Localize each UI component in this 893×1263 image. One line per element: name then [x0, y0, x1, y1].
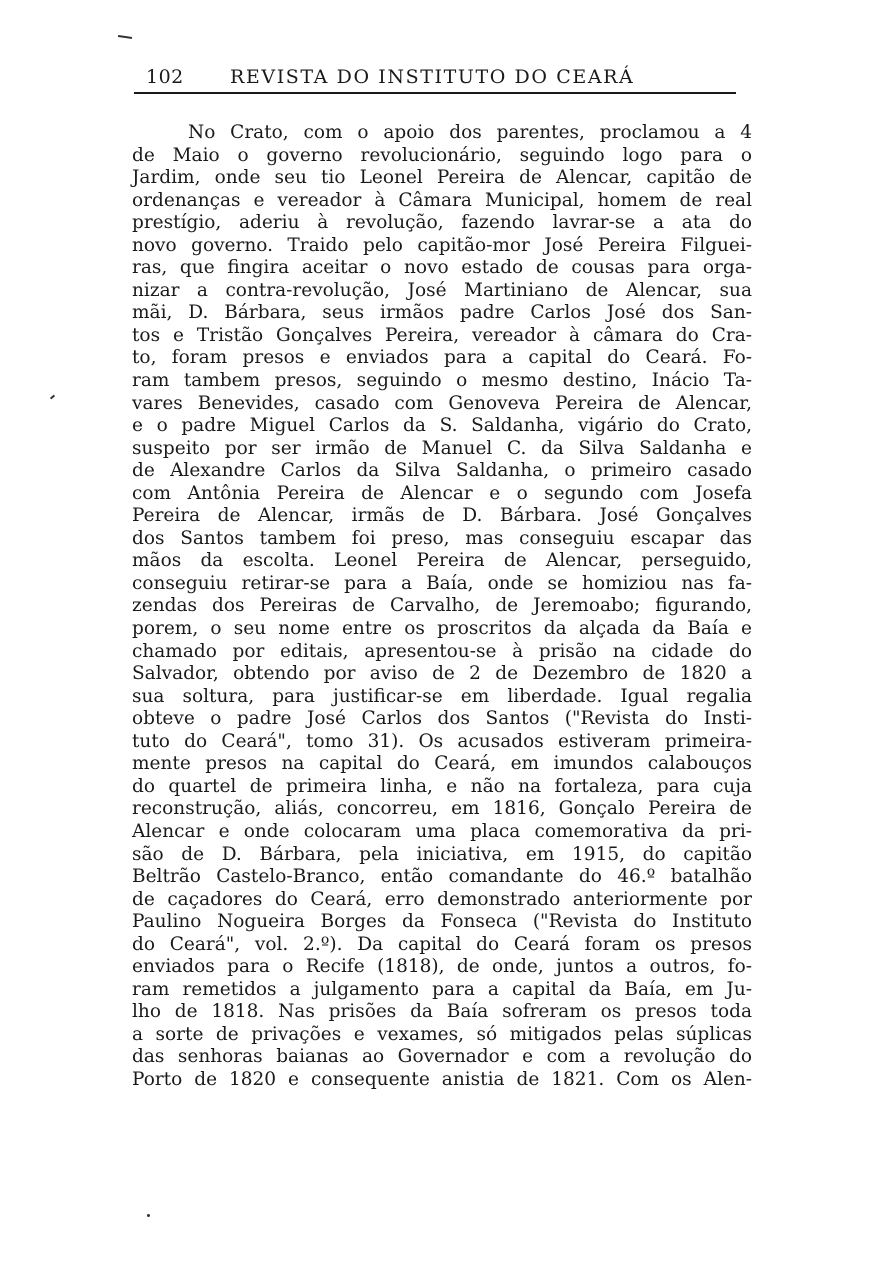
- text-line: ram remetidos a julgamento para a capital da Baía, em Ju-: [132, 978, 752, 1000]
- text-line: Pereira de Alencar, irmãs de D. Bárbara. José Gonçalves: [132, 505, 752, 527]
- text-line: conseguiu retirar-se para a Baía, onde se homiziou nas fa-: [132, 572, 752, 594]
- text-line: No Crato, com o apoio dos parentes, proclamou a 4: [188, 122, 752, 143]
- text-line: porem, o seu nome entre os proscritos da alçada da Baía e: [132, 618, 752, 640]
- text-line: Paulino Nogueira Borges da Fonseca ("Revista do Instituto: [132, 911, 752, 933]
- text-line: reconstrução, aliás, concorreu, em 1816, Gonçalo Pereira de: [132, 798, 752, 820]
- text-line: tuto do Ceará", tomo 31). Os acusados estiveram primeira-: [132, 730, 752, 752]
- text-line: do quartel de primeira linha, e não na fortaleza, para cuja: [132, 775, 752, 797]
- text-line: das senhoras baianas ao Governador e com a revolução do: [132, 1046, 752, 1068]
- text-line: de Alexandre Carlos da Silva Saldanha, o primeiro casado: [132, 460, 752, 482]
- text-line: mãi, D. Bárbara, seus irmãos padre Carlos José dos San-: [132, 302, 752, 324]
- text-line: do Ceará", vol. 2.º). Da capital do Ceará foram os presos: [132, 933, 752, 955]
- text-line: e o padre Miguel Carlos da S. Saldanha, vigário do Crato,: [132, 415, 752, 437]
- running-head: REVISTA DO INSTITUTO DO CEARÁ: [230, 66, 635, 88]
- text-line: obteve o padre José Carlos dos Santos ("Revista do Insti-: [132, 708, 752, 730]
- page-header: [134, 62, 736, 94]
- stray-mark-bottom: [147, 1214, 150, 1217]
- text-line: suspeito por ser irmão de Manuel C. da Silva Saldanha e: [132, 437, 752, 459]
- text-line: zendas dos Pereiras de Carvalho, de Jeremoabo; figurando,: [132, 595, 752, 617]
- text-line: vares Benevides, casado com Genoveva Pereira de Alencar,: [132, 392, 752, 414]
- text-line: mãos da escolta. Leonel Pereira de Alencar, perseguido,: [132, 550, 752, 572]
- text-line: de Maio o governo revolucionário, seguindo logo para o: [132, 144, 752, 166]
- text-line: Alencar e onde colocaram uma placa comemorativa da pri-: [132, 820, 752, 842]
- text-line: to, foram presos e enviados para a capital do Ceará. Fo-: [132, 347, 752, 369]
- text-line: lho de 1818. Nas prisões da Baía sofreram os presos toda: [132, 1001, 752, 1023]
- text-line: com Antônia Pereira de Alencar e o segundo com Josefa: [132, 482, 752, 504]
- text-line: de caçadores do Ceará, erro demonstrado anteriormente por: [132, 888, 752, 910]
- text-line: são de D. Bárbara, pela iniciativa, em 1915, do capitão: [132, 843, 752, 865]
- text-line: nizar a contra-revolução, José Martiniano de Alencar, sua: [132, 279, 752, 301]
- text-line: dos Santos tambem foi preso, mas conseguiu escapar das: [132, 527, 752, 549]
- text-line: tos e Tristão Gonçalves Pereira, vereador à câmara do Cra-: [132, 324, 752, 346]
- text-line: ordenanças e vereador à Câmara Municipal, homem de real: [132, 189, 752, 211]
- text-line: Salvador, obtendo por aviso de 2 de Dezembro de 1820 a: [132, 663, 752, 685]
- text-line: novo governo. Traido pelo capitão-mor José Pereira Filguei-: [132, 234, 752, 256]
- page-number: 102: [146, 66, 184, 88]
- stray-mark-top: [118, 35, 132, 39]
- text-line: chamado por editais, apresentou-se à prisão na cidade do: [132, 640, 752, 662]
- text-line: mente presos na capital do Ceará, em imundos calabouços: [132, 753, 752, 775]
- body-paragraph: [132, 122, 752, 1092]
- text-line: Porto de 1820 e consequente anistia de 1821. Com os Alen-: [132, 1068, 752, 1090]
- text-line: Beltrão Castelo-Branco, então comandante do 46.º batalhão: [132, 866, 752, 888]
- text-line: sua soltura, para justificar-se em liberdade. Igual regalia: [132, 685, 752, 707]
- stray-mark-margin: [50, 395, 55, 400]
- text-line: ram tambem presos, seguindo o mesmo destino, Inácio Ta-: [132, 370, 752, 392]
- text-line: ras, que fingira aceitar o novo estado de cousas para orga-: [132, 257, 752, 279]
- text-line: a sorte de privações e vexames, só mitigados pelas súplicas: [132, 1023, 752, 1045]
- text-line: Jardim, onde seu tio Leonel Pereira de Alencar, capitão de: [132, 167, 752, 189]
- text-line: enviados para o Recife (1818), de onde, juntos a outros, fo-: [132, 956, 752, 978]
- text-line: prestígio, aderiu à revolução, fazendo lavrar-se a ata do: [132, 212, 752, 234]
